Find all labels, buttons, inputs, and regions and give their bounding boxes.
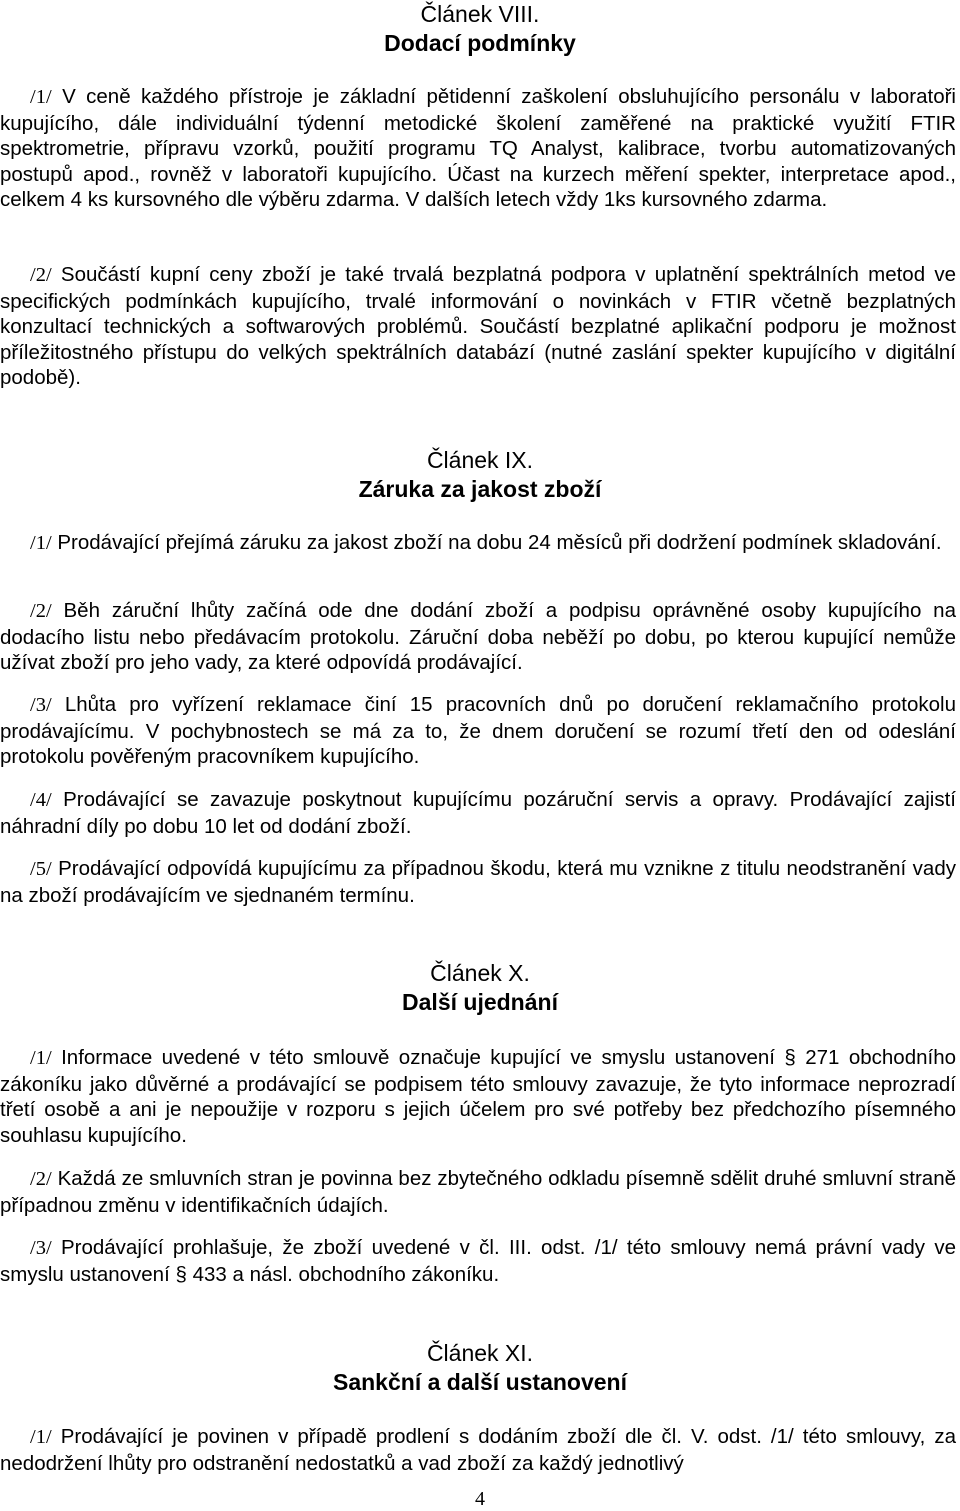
article-8-title: Dodací podmínky	[384, 30, 576, 56]
paragraph-text: Prodávající je povinen v případě prodlení s dodáním zboží dle čl. V. odst. /1/ této smlouvy, za nedodržení lhůty pro odstranění nedostatků a vad zboží za každý jednotlivý	[0, 1425, 956, 1475]
paragraph-text: V ceně každého přístroje je základní pětidenní zaškolení obsluhujícího personálu v laboratoři kupujícího, dále individuální týdenní metodické školení zaměřené na praktické využití FTIR spektrometrie, přípravu vzorků, použití programu TQ Analyst, kalibrace, tvorbu automatizovaných postupů apod., rovněž v laboratoři kupujícího. Účast na kurzech měření spekter, interpretace apod., celkem 4 ks kursovného dle výběru zdarma. V dalších letech vždy 1ks kursovného zdarma.	[0, 85, 956, 212]
paragraph-text: Prodávající odpovídá kupujícímu za případnou škodu, která mu vznikne z titulu neodstranění vady na zboží prodávajícím ve sjednaném termínu.	[0, 857, 956, 907]
page-number: 4	[475, 1488, 485, 1510]
paragraph-text: Prodávající přejímá záruku za jakost zboží na dobu 24 měsíců při dodržení podmínek skladování.	[57, 531, 942, 554]
article-10-paragraph-2	[0, 1166, 956, 1218]
article-9-title: Záruka za jakost zboží	[358, 476, 602, 502]
paragraph-text: Součástí kupní ceny zboží je také trvalá bezplatná podpora v uplatnění spektrálních metod ve specifických podmínkách kupujícího, trvalé informování o novinkách v FTIR včetně bezplatných konzultací technických a softwarových problémů. Součástí bezplatné aplikační podporu je možnost příležitostného přístupu do velkých spektrálních databází (nutné zaslání spekter kupujícího v digitální podobě).	[0, 263, 956, 390]
article-11-title: Sankční a další ustanovení	[333, 1369, 627, 1395]
article-9-number: Článek IX.	[426, 447, 534, 473]
article-11-paragraph-1	[0, 1424, 956, 1476]
paragraph-text: Prodávající se zavazuje poskytnout kupujícímu pozáruční servis a opravy. Prodávající zajistí náhradní díly po dobu 10 let od dodání zboží.	[0, 788, 956, 838]
paragraph-number: /2/	[30, 1168, 52, 1190]
article-8-paragraph-1	[0, 84, 956, 213]
paragraph-text: Běh záruční lhůty začíná ode dne dodání zboží a podpisu oprávněné osoby kupujícího na dodacího listu nebo předávacím protokolu. Záruční doba neběží po dobu, po kterou kupující nemůže užívat zboží pro jeho vady, za které odpovídá prodávající.	[0, 599, 956, 675]
article-9-paragraph-5	[0, 856, 956, 908]
paragraph-text: Lhůta pro vyřízení reklamace činí 15 pracovních dnů po doručení reklamačního protokolu prodávajícímu. V pochybnostech se má za to, že dnem doručení se rozumí třetí den od odeslání protokolu pověřeným pracovníkem kupujícího.	[0, 693, 956, 769]
paragraph-number: /5/	[30, 858, 52, 880]
paragraph-text: Informace uvedené v této smlouvě označuje kupující ve smyslu ustanovení § 271 obchodního zákoníku jako důvěrné a prodávající se podpisem této smlouvy zavazuje, že tyto informace neprozradí třetí osobě a ani je nepoužije v rozporu s jejich účelem pro své potřeby bez předchozího písemného souhlasu kupujícího.	[0, 1046, 956, 1147]
paragraph-text: Prodávající prohlašuje, že zboží uvedené v čl. III. odst. /1/ této smlouvy nemá právní vady ve smyslu ustanovení § 433 a násl. obchodního zákoníku.	[0, 1236, 956, 1286]
paragraph-number: /1/	[30, 1047, 52, 1069]
article-10-title: Další ujednání	[402, 989, 558, 1015]
paragraph-text: Každá ze smluvních stran je povinna bez zbytečného odkladu písemně sdělit druhé smluvní straně případnou změnu v identifikačních údajích.	[0, 1167, 956, 1217]
article-9-paragraph-4	[0, 787, 956, 839]
paragraph-number: /1/	[30, 532, 52, 554]
article-10-paragraph-3	[0, 1235, 956, 1287]
paragraph-number: /2/	[30, 264, 52, 286]
article-9-paragraph-3	[0, 692, 956, 770]
paragraph-number: /3/	[30, 694, 52, 716]
article-11-number: Článek XI.	[426, 1340, 534, 1366]
article-9-paragraph-1	[0, 530, 956, 557]
paragraph-number: /3/	[30, 1237, 52, 1259]
article-8-paragraph-2	[0, 262, 956, 391]
paragraph-number: /2/	[30, 600, 52, 622]
article-10-number: Článek X.	[430, 960, 530, 986]
paragraph-number: /1/	[30, 86, 52, 108]
article-10-paragraph-1	[0, 1045, 956, 1148]
article-9-paragraph-2	[0, 598, 956, 676]
paragraph-number: /1/	[30, 1426, 52, 1448]
article-8-number: Článek VIII.	[420, 1, 540, 27]
paragraph-number: /4/	[30, 789, 52, 811]
